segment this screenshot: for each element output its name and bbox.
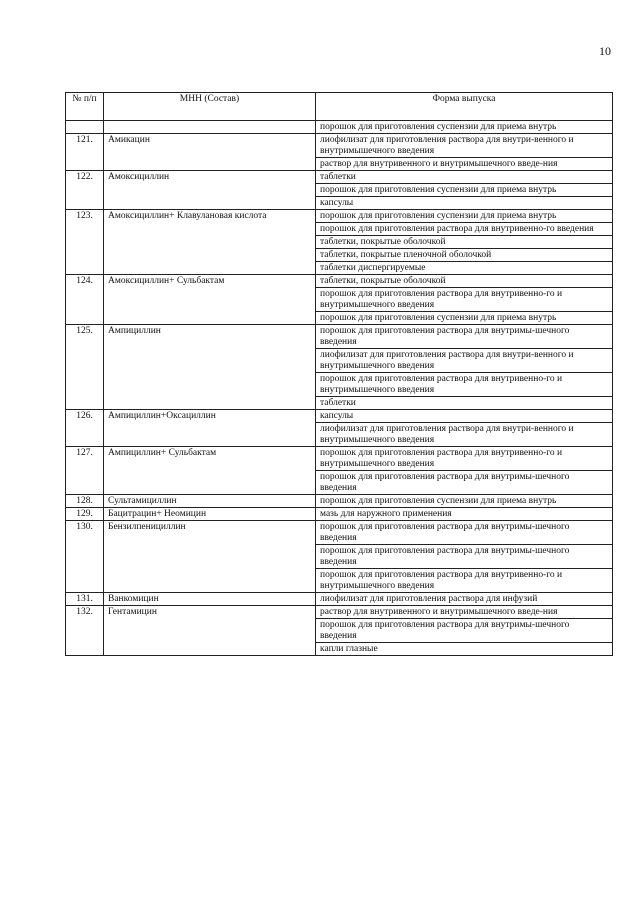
release-form: порошок для приготовления суспензии для приема внутрь: [316, 495, 613, 508]
row-number: 125.: [66, 325, 104, 410]
release-form: таблетки, покрытые пленочной оболочкой: [316, 249, 613, 262]
release-form: порошок для приготовления раствора для внутривенно-го и внутримышечного введения: [316, 447, 613, 471]
row-number: 128.: [66, 495, 104, 508]
release-form: порошок для приготовления раствора для внутривенно-го введения: [316, 223, 613, 236]
table-row: [66, 171, 613, 184]
release-form: лиофилизат для приготовления раствора для внутри-венного и внутримышечного введения: [316, 423, 613, 447]
row-number: 132.: [66, 606, 104, 656]
release-form: порошок для приготовления суспензии для приема внутрь: [316, 210, 613, 223]
release-form: порошок для приготовления раствора для внутримы-шечного введения: [316, 521, 613, 545]
release-form: лиофилизат для приготовления раствора для внутри-венного и внутримышечного введения: [316, 134, 613, 158]
table-row: [66, 325, 613, 349]
release-form: раствор для внутривенного и внутримышечного введе-ния: [316, 606, 613, 619]
table-body: [66, 121, 613, 656]
page-number: 10: [599, 44, 611, 58]
release-form: таблетки, покрытые оболочкой: [316, 236, 613, 249]
release-form: порошок для приготовления раствора для внутривенно-го и внутримышечного введения: [316, 569, 613, 593]
table-row: [66, 210, 613, 223]
table-row: [66, 447, 613, 471]
row-number: 129.: [66, 508, 104, 521]
table-row: [66, 275, 613, 288]
table-row: [66, 134, 613, 158]
table-row: [66, 121, 613, 134]
release-form: порошок для приготовления раствора для внутривенно-го и внутримышечного введения: [316, 373, 613, 397]
inn-name: Ампициллин+Оксациллин: [104, 410, 316, 447]
row-number: 121.: [66, 134, 104, 171]
row-number: 131.: [66, 593, 104, 606]
inn-name: Гентамицин: [104, 606, 316, 656]
header-inn: МНН (Состав): [104, 93, 316, 121]
release-form: таблетки, покрытые оболочкой: [316, 275, 613, 288]
release-form: раствор для внутривенного и внутримышечного введе-ния: [316, 158, 613, 171]
inn-name: Ампициллин: [104, 325, 316, 410]
release-form: лиофилизат для приготовления раствора для внутри-венного и внутримышечного введения: [316, 349, 613, 373]
table-row: [66, 521, 613, 545]
inn-name: Сультамициллин: [104, 495, 316, 508]
table-row: [66, 508, 613, 521]
row-number: 123.: [66, 210, 104, 275]
inn-name: Ванкомицин: [104, 593, 316, 606]
row-number: 124.: [66, 275, 104, 325]
release-form: порошок для приготовления суспензии для приема внутрь: [316, 184, 613, 197]
release-form: порошок для приготовления раствора для внутривенно-го и внутримышечного введения: [316, 288, 613, 312]
header-num: № п/п: [66, 93, 104, 121]
row-number: 127.: [66, 447, 104, 495]
inn-name: Амикацин: [104, 134, 316, 171]
table-row: [66, 606, 613, 619]
inn-name: Амоксициллин+ Клавулановая кислота: [104, 210, 316, 275]
inn-name: Ампициллин+ Сульбактам: [104, 447, 316, 495]
inn-name: [104, 121, 316, 134]
release-form: таблетки: [316, 171, 613, 184]
drug-table: [65, 92, 613, 656]
table-header-row: [66, 93, 613, 121]
release-form: порошок для приготовления суспензии для приема внутрь: [316, 312, 613, 325]
release-form: капли глазные: [316, 643, 613, 656]
row-number: 122.: [66, 171, 104, 210]
inn-name: Амоксициллин+ Сульбактам: [104, 275, 316, 325]
release-form: капсулы: [316, 197, 613, 210]
release-form: порошок для приготовления суспензии для приема внутрь: [316, 121, 613, 134]
release-form: мазь для наружного применения: [316, 508, 613, 521]
inn-name: Бацитрацин+ Неомицин: [104, 508, 316, 521]
release-form: порошок для приготовления раствора для внутримы-шечного введения: [316, 471, 613, 495]
row-number: [66, 121, 104, 134]
header-form: Форма выпуска: [316, 93, 613, 121]
release-form: таблетки: [316, 397, 613, 410]
table-row: [66, 495, 613, 508]
table-row: [66, 593, 613, 606]
release-form: порошок для приготовления раствора для внутримы-шечного введения: [316, 619, 613, 643]
inn-name: Бензилпенициллин: [104, 521, 316, 593]
row-number: 126.: [66, 410, 104, 447]
row-number: 130.: [66, 521, 104, 593]
release-form: порошок для приготовления раствора для внутримы-шечного введения: [316, 545, 613, 569]
table-row: [66, 410, 613, 423]
inn-name: Амоксициллин: [104, 171, 316, 210]
release-form: лиофилизат для приготовления раствора для инфузий: [316, 593, 613, 606]
release-form: таблетки диспергируемые: [316, 262, 613, 275]
release-form: капсулы: [316, 410, 613, 423]
release-form: порошок для приготовления раствора для внутримы-шечного введения: [316, 325, 613, 349]
